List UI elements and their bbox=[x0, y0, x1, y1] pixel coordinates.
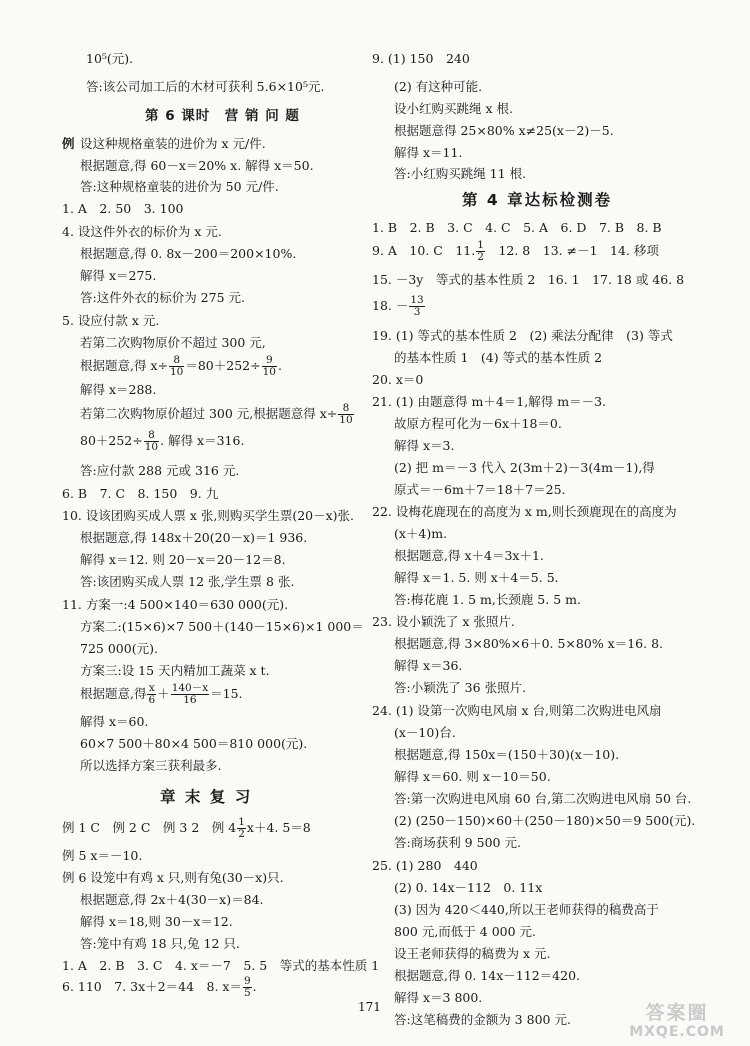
text-line: 的基本性质 1 (4) 等式的基本性质 2 bbox=[394, 350, 603, 365]
answer-line: 1. A 2. 50 3. 100 bbox=[62, 201, 184, 216]
answer-line: 1. A 2. B 3. C 4. x＝－7 5. 5 等式的基本性质 1 bbox=[62, 958, 380, 973]
eq-text: 例 1 C 例 2 C 例 3 2 例 4 bbox=[62, 820, 237, 836]
text-line: 答:小红购买跳绳 11 根. bbox=[394, 166, 527, 181]
text-line: 根据题意,得 0. 8x－200＝200×10%. bbox=[80, 246, 297, 261]
text-line: 10. 设该团购买成人票 x 张,则购买学生票(20－x)张. bbox=[62, 508, 355, 523]
eq-text: 80＋252÷ bbox=[80, 433, 143, 449]
text-line: 根据题意,得 x＋4＝3x＋1. bbox=[394, 548, 544, 563]
answer-line: 1. B 2. B 3. C 4. C 5. A 6. D 7. B 8. B bbox=[372, 220, 662, 235]
text-line: 设小红购买跳绳 x 根. bbox=[394, 101, 513, 116]
eq-text: 若第二次购物原价超过 300 元,根据题意得 x÷ bbox=[80, 406, 338, 422]
equation-line: 9. A 10. C 11. $\frac{1}{2}$ 12. 8 13. ≠－1 14. 移项 bbox=[372, 239, 659, 264]
text-line: 方案三:设 15 天内精加工蔬菜 x t. bbox=[80, 663, 270, 678]
text-line: (x－10)台. bbox=[394, 725, 456, 740]
eq-text: 9. A 10. C 11. bbox=[372, 243, 476, 259]
text-line: 故原方程可化为－6x＋18＝0. bbox=[394, 416, 562, 431]
text-line: 24. (1) 设第一次购电风扇 x 台,则第二次购进电风扇 bbox=[372, 703, 662, 718]
page-number: 171 bbox=[358, 1000, 381, 1014]
text-line: (2) (250－150)×60＋(250－180)×50＝9 500(元). bbox=[394, 813, 696, 828]
equation-line: 根据题意,得 $\frac{x}{6}$ ＋ $\frac{140-x}{16}$ ＝15. bbox=[80, 682, 243, 707]
text-line: 25. (1) 280 440 bbox=[372, 858, 478, 873]
text-line: 答:该团购买成人票 12 张,学生票 8 张. bbox=[80, 574, 295, 589]
fraction: $\frac{140-x}{16}$ bbox=[171, 682, 209, 707]
text-line: (3) 因为 420＜440,所以王老师获得的稿费高于 bbox=[394, 902, 659, 917]
text-line: 根据题意,得 3×80%×6＋0. 5×80% x＝16. 8. bbox=[394, 636, 663, 651]
text-line: 解得 x＝11. bbox=[394, 145, 463, 160]
fraction: $\frac{8}{10}$ bbox=[339, 402, 353, 427]
equation-line bbox=[80, 403, 355, 426]
fraction: $\frac{9}{10}$ bbox=[262, 354, 276, 379]
text-line: 答:商场获利 9 500 元. bbox=[394, 835, 521, 850]
text-line: 20. x＝0 bbox=[372, 372, 424, 387]
watermark-site: MXQE.COM bbox=[629, 1024, 725, 1040]
answer-line: 6. B 7. C 8. 150 9. 九 bbox=[62, 486, 219, 501]
text-line: 根据题意,得 148x＋20(20－x)＝1 936. bbox=[80, 530, 308, 545]
text-line: 根据题意,得 150x＝(150＋30)(x－10). bbox=[394, 747, 620, 762]
text-line: 10⁵(元). bbox=[86, 51, 134, 66]
text-line: 答:这笔稿费的金额为 3 800 元. bbox=[394, 1012, 571, 1027]
text-line: 所以选择方案三获利最多. bbox=[80, 758, 222, 773]
section-title: 章 末 复 习 bbox=[160, 788, 253, 806]
equation-line: 80＋252÷ $\frac{8}{10}$ . 解得 x＝316. bbox=[80, 429, 245, 454]
text-line: 解得 x＝3. bbox=[394, 438, 455, 453]
text-line: (x＋4)m. bbox=[394, 526, 448, 541]
fraction: $\frac{x}{6}$ bbox=[148, 682, 156, 707]
text-line: 5. 设应付款 x 元. bbox=[62, 313, 160, 328]
text-line: 答:笼中有鸡 18 只,兔 12 只. bbox=[80, 936, 240, 951]
text-line: 答:梅花鹿 1. 5 m,长颈鹿 5. 5 m. bbox=[394, 592, 581, 607]
text-line: 若第二次购物原价不超过 300 元, bbox=[80, 335, 266, 350]
equation-line bbox=[372, 295, 426, 318]
section-title: 第 4 章达标检测卷 bbox=[462, 191, 613, 209]
text-line: 答:该公司加工后的木材可获利 5.6×10⁵元. bbox=[86, 79, 325, 94]
text-line: (2) 把 m＝－3 代入 2(3m＋2)－3(4m－1),得 bbox=[394, 460, 655, 475]
text-line: 解得 x＝18,则 30－x＝12. bbox=[80, 914, 233, 929]
text-line: 23. 设小颖洗了 x 张照片. bbox=[372, 614, 515, 629]
text-line: 答:小颖洗了 36 张照片. bbox=[394, 680, 527, 695]
watermark-main: 答案圈 bbox=[645, 1002, 709, 1024]
text-line: 21. (1) 由题意得 m＋4＝1,解得 m＝－3. bbox=[372, 394, 606, 409]
text-line: 答:这种规格童装的进价为 50 元/件. bbox=[80, 179, 279, 194]
eq-text: 18. － bbox=[372, 298, 409, 314]
text-line: 解得 x＝36. bbox=[394, 658, 463, 673]
text-line: (2) 0. 14x－112 0. 11x bbox=[394, 880, 543, 895]
text-line: 答:这件外衣的标价为 275 元. bbox=[80, 290, 245, 305]
text-line: 22. 设梅花鹿现在的高度为 x m,则长颈鹿现在的高度为 bbox=[372, 504, 677, 519]
example-label: 例 bbox=[62, 136, 75, 151]
eq-text: 根据题意,得 bbox=[80, 686, 147, 702]
text-line: 800 元,而低于 4 000 元. bbox=[394, 924, 537, 939]
eq-text: 6. 110 7. 3x＋2＝44 8. x＝ bbox=[62, 979, 242, 995]
text-line: 60×7 500＋80×4 500＝810 000(元). bbox=[80, 736, 308, 751]
text-line: (2) 有这种可能. bbox=[394, 79, 483, 94]
text-line: 解得 x＝3 800. bbox=[394, 990, 483, 1005]
text-line: 11. 方案一:4 500×140＝630 000(元). bbox=[62, 597, 289, 612]
answer-line: 15. －3y 等式的基本性质 2 16. 1 17. 18 或 46. 8 bbox=[372, 272, 685, 287]
text-line: 例 6 设笼中有鸡 x 只,则有兔(30－x)只. bbox=[62, 870, 284, 885]
text-line: 9. (1) 150 240 bbox=[372, 51, 470, 66]
equation-line: 例 1 C 例 2 C 例 3 2 例 4 $\frac{1}{2}$ x＋4. 5＝8 bbox=[62, 816, 311, 841]
fraction: $\frac{1}{2}$ bbox=[477, 239, 484, 264]
eq-text: ＝80＋252÷ bbox=[185, 358, 261, 374]
text-line: 725 000(元). bbox=[80, 641, 158, 656]
text-line: 例 5 x＝－10. bbox=[62, 848, 143, 863]
text-line: 设这种规格童装的进价为 x 元/件. bbox=[80, 136, 266, 151]
equation-line: 6. 110 7. 3x＋2＝44 8. x＝ $\frac{9}{5}$ . bbox=[62, 975, 257, 1000]
lesson-title: 第 6 课时 营 销 问 题 bbox=[145, 108, 300, 124]
equation-line: 根据题意,得 x÷ $\frac{8}{10}$ ＝80＋252÷ $\frac{9}{10}$ . bbox=[80, 354, 282, 379]
fraction: $\frac{8}{10}$ bbox=[169, 354, 184, 379]
fraction: $\frac{8}{10}$ bbox=[144, 429, 159, 454]
text-line: 4. 设这件外衣的标价为 x 元. bbox=[62, 224, 222, 239]
text-line: 答:应付款 288 元或 316 元. bbox=[80, 463, 240, 478]
text-line: 方案二:(15×6)×7 500＋(140－15×6)×1 000＝ bbox=[80, 619, 364, 634]
text-line: 解得 x＝60. 则 x－10＝50. bbox=[394, 769, 551, 784]
text-line: 答:第一次购进电风扇 60 台,第二次购进电风扇 50 台. bbox=[394, 791, 692, 806]
text-line: 解得 x＝288. bbox=[80, 382, 157, 397]
text-line: 根据题意得 25×80% x≠25(x－2)－5. bbox=[394, 123, 614, 138]
text-line: 解得 x＝60. bbox=[80, 714, 149, 729]
fraction: $\frac{13}{3}$ bbox=[410, 294, 424, 319]
text-line: 19. (1) 等式的基本性质 2 (2) 乘法分配律 (3) 等式 bbox=[372, 328, 673, 343]
text-line: 根据题意,得 60－x＝20% x. 解得 x＝50. bbox=[80, 158, 314, 173]
text-line: 原式＝－6m＋7＝18＋7＝25. bbox=[394, 482, 566, 497]
text-line: 根据题意,得 2x＋4(30－x)＝84. bbox=[80, 892, 264, 907]
text-line: 解得 x＝275. bbox=[80, 268, 157, 283]
text-line: 设王老师获得的稿费为 x 元. bbox=[394, 946, 551, 961]
fraction: $\frac{9}{5}$ bbox=[243, 975, 251, 1000]
eq-text: 根据题意,得 x÷ bbox=[80, 358, 168, 374]
text-line: 解得 x＝12. 则 20－x＝20－12＝8. bbox=[80, 552, 286, 567]
text-line: 根据题意,得 0. 14x－112＝420. bbox=[394, 968, 580, 983]
fraction: $\frac{1}{2}$ bbox=[238, 816, 245, 841]
watermark-logo bbox=[612, 1002, 742, 1042]
text-line: 解得 x＝1. 5. 则 x＋4＝5. 5. bbox=[394, 570, 559, 585]
